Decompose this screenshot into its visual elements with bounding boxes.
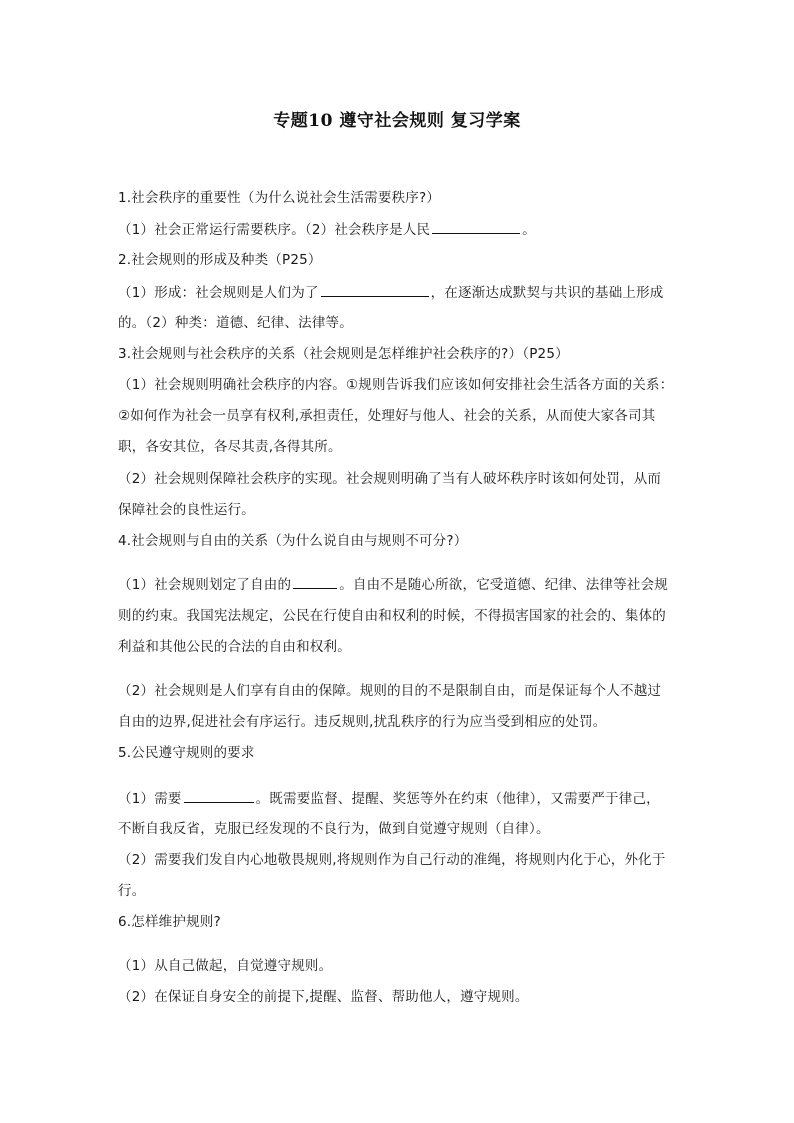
text-line: （2）需要我们发自内心地敬畏规则,将规则作为自己行动的准绳，将规则内化于心，外化于 — [118, 852, 666, 868]
section-heading-5: 5.公民遵守规则的要求 — [118, 745, 255, 761]
text-line: 的。（2）种类：道德、纪律、法律等。 — [118, 315, 353, 331]
text-line: 则的约束。我国宪法规定，公民在行使自由和权利的时候，不得损害国家的社会的、集体的 — [118, 608, 666, 624]
text-line: （1）社会规则划定了自由的 。自由不是随心所欲，它受道德、纪律、法律等社会规 — [118, 574, 688, 595]
text-line: （1）形成：社会规则是人们为了 ，在逐渐达成默契与共识的基础上形成 — [118, 282, 688, 303]
text-line: 利益和其他公民的合法的自由和权利。 — [118, 639, 351, 655]
text-line: （1）社会正常运行需要秩序。（2）社会秩序是人民 。 — [118, 219, 688, 240]
text-line: （2）社会规则是人们享有自由的保障。规则的目的不是限制自由，而是保证每个人不越过 — [118, 683, 662, 699]
fill-in-blank[interactable] — [184, 788, 254, 803]
section-heading-1: 1.社会秩序的重要性（为什么说社会生活需要秩序?） — [118, 190, 441, 206]
text-line: ②如何作为社会一员享有权利,承担责任，处理好与他人、社会的关系，从而使大家各司其 — [118, 408, 656, 424]
fill-in-blank[interactable] — [432, 219, 520, 234]
section-heading-6: 6.怎样维护规则? — [118, 914, 221, 930]
text-line: 行。 — [118, 883, 146, 899]
section-heading-2: 2.社会规则的形成及种类（P25） — [118, 252, 322, 268]
text-line: （2）在保证自身安全的前提下,提醒、监督、帮助他人，遵守规则。 — [118, 989, 529, 1005]
section-heading-3: 3.社会规则与社会秩序的关系（社会规则是怎样维护社会秩序的?）（P25） — [118, 346, 569, 362]
text-line: （2）社会规则保障社会秩序的实现。社会规则明确了当有人破坏秩序时该如何处罚，从而 — [118, 471, 662, 487]
fill-in-blank[interactable] — [321, 282, 429, 297]
section-heading-4: 4.社会规则与自由的关系（为什么说自由与规则不可分?） — [118, 533, 468, 549]
text-line: 保障社会的良性运行。 — [118, 502, 255, 518]
text-line: 不断自我反省，克服已经发现的不良行为，做到自觉遵守规则（自律）。 — [118, 821, 550, 837]
text-line: 自由的边界,促进社会有序运行。违反规则,扰乱秩序的行为应当受到相应的处罚。 — [118, 714, 607, 730]
text-line: （1）社会规则明确社会秩序的内容。①规则告诉我们应该如何安排社会生活各方面的关系： — [118, 377, 674, 393]
text-line: 职，各安其位，各尽其责,各得其所。 — [118, 439, 342, 455]
fill-in-blank[interactable] — [293, 574, 337, 589]
document-title: 专题10 遵守社会规则 复习学案 — [273, 111, 521, 131]
text-line: （1）从自己做起，自觉遵守规则。 — [118, 958, 333, 974]
text-line: （1）需要 。既需要监督、提醒、奖惩等外在约束（他律），又需要严于律己， — [118, 788, 688, 809]
